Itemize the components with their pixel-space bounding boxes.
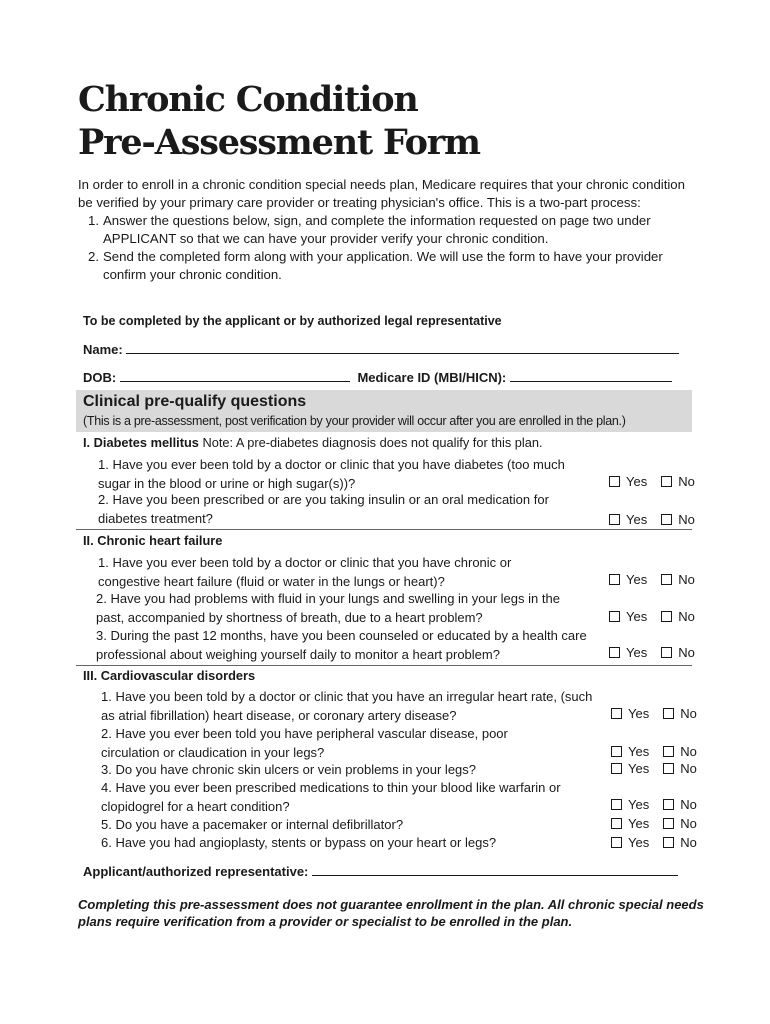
- question-item: 3. Do you have chronic skin ulcers or vein problems in your legs?: [101, 762, 477, 777]
- no-label: No: [680, 761, 697, 776]
- dob-field[interactable]: [120, 369, 350, 382]
- yes-label: Yes: [628, 706, 650, 721]
- diabetes-note: Note: A pre-diabetes diagnosis does not qualify for this plan.: [198, 435, 543, 450]
- no-label: No: [680, 816, 697, 831]
- no-label: No: [678, 512, 695, 527]
- no-checkbox[interactable]: [661, 647, 672, 658]
- yes-checkbox[interactable]: [609, 647, 620, 658]
- no-label: No: [678, 474, 695, 489]
- yes-no-options: [609, 572, 695, 587]
- intro-text: [78, 176, 698, 284]
- yes-checkbox[interactable]: [609, 476, 620, 487]
- yes-checkbox[interactable]: [611, 746, 622, 757]
- yes-no-options: [611, 816, 697, 831]
- yes-no-options: [609, 609, 695, 624]
- yes-label: Yes: [626, 609, 648, 624]
- yes-checkbox[interactable]: [609, 514, 620, 525]
- yes-label: Yes: [628, 816, 650, 831]
- question-item: 1. Have you ever been told by a doctor or clinic that you have diabetes (too much sugar in the blood or urine or high sugar(s))?: [98, 457, 565, 491]
- question-item: 2. Have you had problems with fluid in your lungs and swelling in your legs in the past, accompanied by shortness of breath, due to a heart problem?: [96, 591, 560, 625]
- dob-label: DOB:: [83, 370, 117, 385]
- yes-checkbox[interactable]: [609, 611, 620, 622]
- yes-checkbox[interactable]: [611, 763, 622, 774]
- question-item: 2. Have you been prescribed or are you taking insulin or an oral medication for diabetes treatment?: [98, 492, 549, 526]
- diabetes-heading-row: [83, 435, 543, 450]
- yes-checkbox[interactable]: [609, 574, 620, 585]
- yes-checkbox[interactable]: [611, 818, 622, 829]
- question-item: 3. During the past 12 months, have you been counseled or educated by a health care professional about weighing yourself daily to monitor a heart problem?: [96, 628, 587, 662]
- no-checkbox[interactable]: [661, 574, 672, 585]
- intro-paragraph: In order to enroll in a chronic condition special needs plan, Medicare requires that your chronic condition be verified by your primary care provider or treating physician's office. This is a two-part process:: [78, 177, 685, 210]
- no-label: No: [680, 744, 697, 759]
- no-checkbox[interactable]: [663, 763, 674, 774]
- cardio-heading: III. Cardiovascular disorders: [83, 668, 256, 683]
- no-checkbox[interactable]: [663, 746, 674, 757]
- yes-label: Yes: [628, 835, 650, 850]
- cardio-heading-row: [83, 668, 255, 683]
- name-field[interactable]: [126, 341, 679, 354]
- step-number: 1.: [88, 213, 99, 228]
- no-checkbox[interactable]: [663, 818, 674, 829]
- question-item: 2. Have you ever been told you have peripheral vascular disease, poor circulation or claudication in your legs?: [101, 726, 508, 760]
- yes-no-options: [611, 835, 697, 850]
- medicare-id-label: Medicare ID (MBI/HICN):: [357, 370, 507, 385]
- no-label: No: [678, 609, 695, 624]
- no-label: No: [680, 706, 697, 721]
- question-item: 1. Have you been told by a doctor or clinic that you have an irregular heart rate, (such as atrial fibrillation) heart disease, or coronary artery disease?: [101, 689, 593, 723]
- yes-checkbox[interactable]: [611, 799, 622, 810]
- section-divider: [76, 665, 692, 666]
- heart-heading: II. Chronic heart failure: [83, 533, 223, 548]
- clinical-title: Clinical pre-qualify questions: [83, 393, 307, 410]
- yes-no-options: [609, 512, 695, 527]
- footer-disclaimer: Completing this pre-assessment does not guarantee enrollment in the plan. All chronic special needs plans require verification from a provider or specialist to be enrolled in the plan.: [78, 897, 704, 929]
- step-text: Send the completed form along with your application. We will use the form to have your provider confirm your chronic condition.: [103, 249, 663, 282]
- steps-list: [78, 212, 698, 284]
- no-checkbox[interactable]: [663, 708, 674, 719]
- yes-label: Yes: [626, 512, 648, 527]
- section-divider: [76, 529, 692, 530]
- dob-row: [83, 369, 672, 385]
- yes-label: Yes: [628, 761, 650, 776]
- no-checkbox[interactable]: [661, 611, 672, 622]
- signature-row: [83, 863, 678, 879]
- yes-no-options: [609, 645, 695, 660]
- yes-label: Yes: [628, 744, 650, 759]
- signature-label: Applicant/authorized representative:: [83, 864, 309, 879]
- yes-label: Yes: [626, 572, 648, 587]
- yes-checkbox[interactable]: [611, 708, 622, 719]
- no-label: No: [678, 645, 695, 660]
- yes-label: Yes: [626, 645, 648, 660]
- no-checkbox[interactable]: [663, 837, 674, 848]
- no-checkbox[interactable]: [663, 799, 674, 810]
- yes-no-options: [611, 706, 697, 721]
- yes-no-options: [611, 761, 697, 776]
- title-line-2: Pre-Assessment Form: [78, 122, 480, 163]
- step-item: [78, 212, 698, 248]
- yes-checkbox[interactable]: [611, 837, 622, 848]
- name-label: Name:: [83, 342, 123, 357]
- applicant-section-label: To be completed by the applicant or by authorized legal representative: [83, 314, 502, 328]
- no-label: No: [678, 572, 695, 587]
- yes-label: Yes: [626, 474, 648, 489]
- question-item: 4. Have you ever been prescribed medications to thin your blood like warfarin or clopidogrel for a heart condition?: [101, 780, 561, 814]
- step-text: Answer the questions below, sign, and complete the information requested on page two under APPLICANT so that we can have your provider verify your chronic condition.: [103, 213, 651, 246]
- yes-no-options: [611, 797, 697, 812]
- no-label: No: [680, 835, 697, 850]
- yes-no-options: [611, 744, 697, 759]
- heart-heading-row: [83, 533, 222, 548]
- name-row: [83, 341, 679, 357]
- page-title: [78, 78, 480, 164]
- no-checkbox[interactable]: [661, 476, 672, 487]
- question-item: 1. Have you ever been told by a doctor or clinic that you have chronic or congestive heart failure (fluid or water in the lungs or heart)?: [98, 555, 512, 589]
- no-label: No: [680, 797, 697, 812]
- yes-label: Yes: [628, 797, 650, 812]
- question-item: 5. Do you have a pacemaker or internal defibrillator?: [101, 817, 404, 832]
- diabetes-heading: I. Diabetes mellitus: [83, 435, 199, 450]
- signature-field[interactable]: [312, 863, 678, 876]
- yes-no-options: [609, 474, 695, 489]
- no-checkbox[interactable]: [661, 514, 672, 525]
- step-number: 2.: [88, 249, 99, 264]
- step-item: [78, 248, 698, 284]
- title-line-1: Chronic Condition: [78, 79, 418, 120]
- medicare-id-field[interactable]: [510, 369, 672, 382]
- clinical-subtitle: (This is a pre-assessment, post verification by your provider will occur after you are enrolled in the plan.): [83, 414, 626, 428]
- question-item: 6. Have you had angioplasty, stents or bypass on your heart or legs?: [101, 835, 497, 850]
